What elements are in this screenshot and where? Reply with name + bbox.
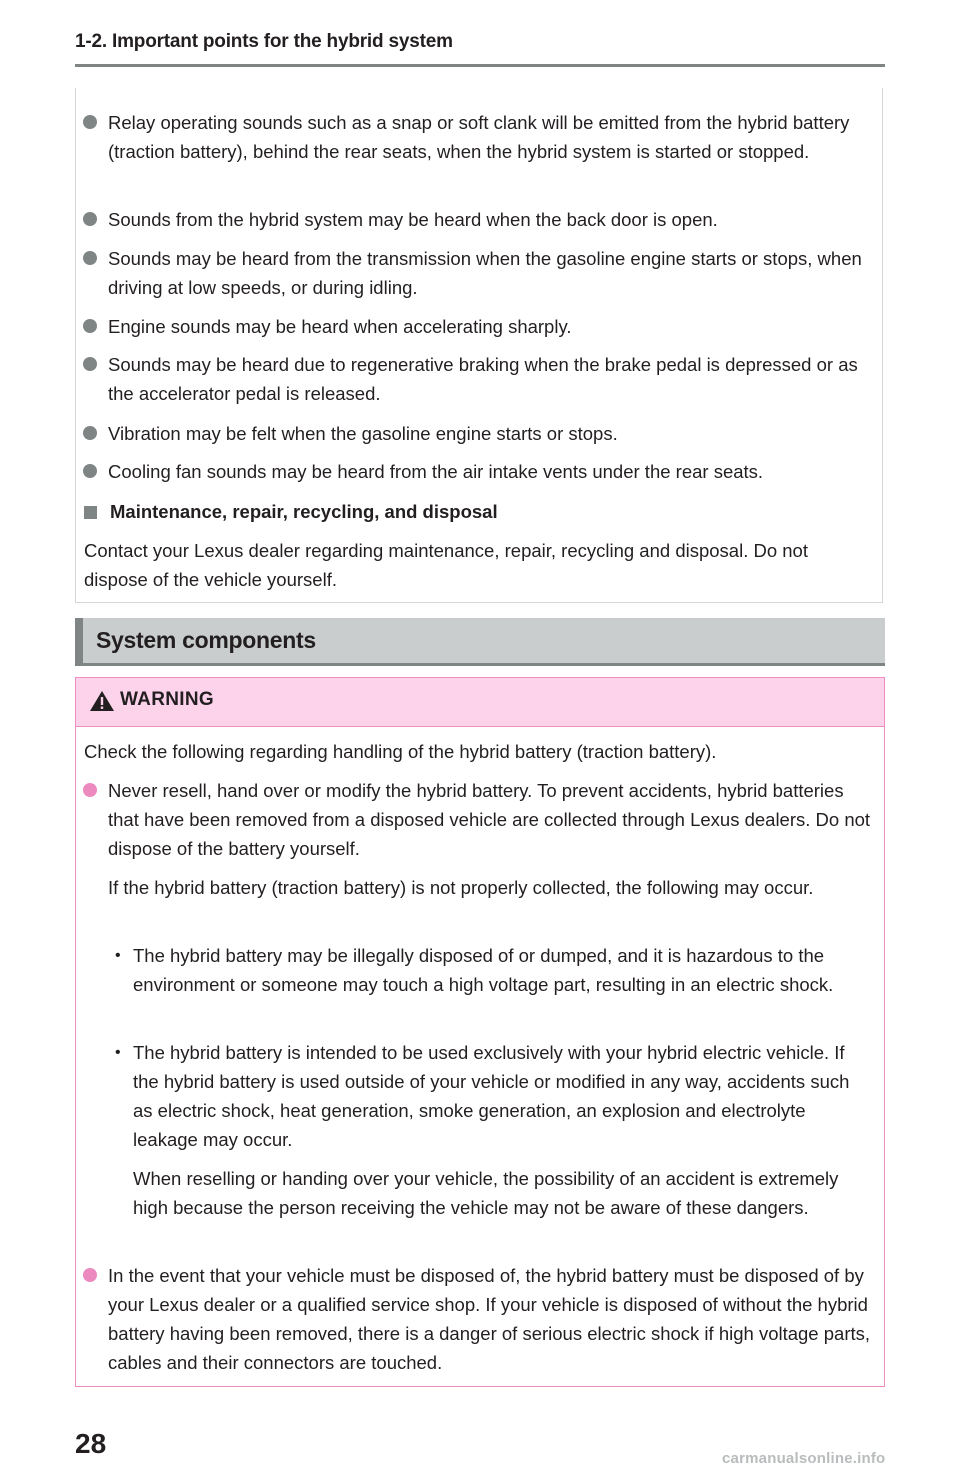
warning-item <box>108 1261 878 1377</box>
info-item <box>108 350 873 408</box>
square-bullet-icon <box>84 506 97 519</box>
section-title: System components <box>96 627 316 653</box>
bullet-icon <box>83 357 97 371</box>
info-item-text: Sounds from the hybrid system may be heard when the back door is open. <box>108 209 718 230</box>
bullet-icon <box>83 251 97 265</box>
dot-bullet-icon: • <box>115 1044 121 1061</box>
subheading <box>84 497 498 526</box>
page-header-title: 1-2. Important points for the hybrid system <box>75 31 453 52</box>
warning-item <box>108 776 878 863</box>
info-item <box>108 419 873 448</box>
warning-item-followup: If the hybrid battery (traction battery) is not properly collected, the following may occur. <box>108 877 814 898</box>
page-number: 28 <box>75 1428 107 1459</box>
info-item <box>108 457 873 486</box>
warning-subitem-text: The hybrid battery may be illegally disposed of or dumped, and it is hazardous to the environment or someone may touch a high voltage part, resulting in an electric shock. <box>133 945 834 995</box>
bullet-icon <box>83 115 97 129</box>
info-item <box>108 205 873 234</box>
warning-subitem-followup: When reselling or handing over your vehicle, the possibility of an accident is extremely high because the person receiving the vehicle may not be aware of these dangers. <box>133 1168 839 1218</box>
warning-item-text: Never resell, hand over or modify the hybrid battery. To prevent accidents, hybrid batteries that have been removed from a disposed vehicle are collected through Lexus dealers. Do not dispose of the battery yourself. <box>108 780 871 859</box>
warning-triangle-icon <box>88 689 116 713</box>
info-item <box>108 244 873 302</box>
info-item-text: Sounds may be heard due to regenerative braking when the brake pedal is depressed or as the accelerator pedal is released. <box>108 354 858 404</box>
pink-bullet-icon <box>83 783 97 797</box>
section-bar-accent <box>75 618 83 663</box>
watermark: carmanualsonline.info <box>722 1450 886 1467</box>
info-item-text: Vibration may be felt when the gasoline engine starts or stops. <box>108 423 618 444</box>
warning-subitem <box>115 941 873 999</box>
info-item <box>108 108 873 166</box>
bullet-icon <box>83 319 97 333</box>
warning-item-text: In the event that your vehicle must be disposed of, the hybrid battery must be disposed of by your Lexus dealer or a qualified service shop. If your vehicle is disposed of without the hybrid battery having been removed, there is a danger of serious electric shock if high voltage parts, cables and their connectors are touched. <box>108 1265 871 1373</box>
info-item-text: Engine sounds may be heard when accelerating sharply. <box>108 316 572 337</box>
bullet-icon <box>83 212 97 226</box>
bullet-icon <box>83 426 97 440</box>
info-item-text: Cooling fan sounds may be heard from the air intake vents under the rear seats. <box>108 461 764 482</box>
pink-bullet-icon <box>83 1268 97 1282</box>
info-item-text: Sounds may be heard from the transmission when the gasoline engine starts or stops, when driving at low speeds, or during idling. <box>108 248 862 298</box>
warning-subitem-text: The hybrid battery is intended to be used exclusively with your hybrid electric vehicle. If the hybrid battery is used outside of your vehicle or modified in any way, accidents such as electric shock, heat generation, smoke generation, an explosion and electrolyte leakage may occur. <box>133 1042 850 1150</box>
warning-subitem <box>115 1038 873 1154</box>
info-item-text: Relay operating sounds such as a snap or soft clank will be emitted from the hybrid battery (traction battery), behind the rear seats, when the hybrid system is started or stopped. <box>108 112 850 162</box>
subheading-text: Maintenance, repair, recycling, and disposal <box>110 501 498 522</box>
dot-bullet-icon: • <box>115 947 121 964</box>
info-item <box>108 312 873 341</box>
header-rule <box>75 64 885 67</box>
warning-label: WARNING <box>120 689 214 710</box>
warning-intro: Check the following regarding handling of the hybrid battery (traction battery). <box>84 741 717 762</box>
info-paragraph: Contact your Lexus dealer regarding maintenance, repair, recycling and disposal. Do not dispose of the vehicle yourself. <box>84 540 808 590</box>
bullet-icon <box>83 464 97 478</box>
